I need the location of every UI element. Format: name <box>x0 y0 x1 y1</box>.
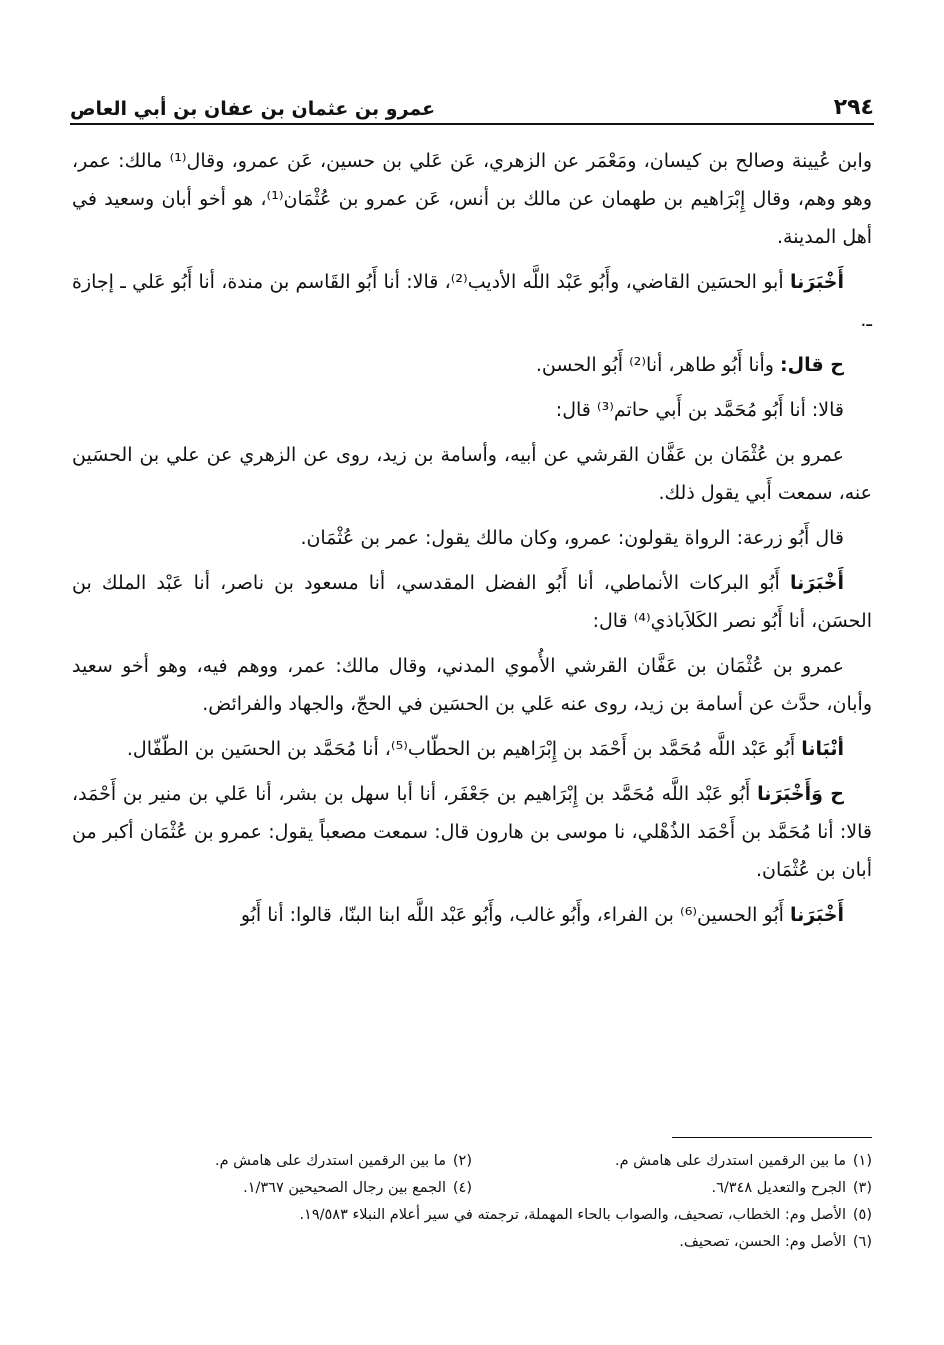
main-text <box>72 142 872 941</box>
paragraph: قالا: أنا أَبُو مُحَمَّد بن أَبي حاتم⁽³⁾ قال: <box>555 399 844 421</box>
paragraph: ح قال: وأنا أَبُو طاهر، أنا⁽²⁾ أَبُو الحسن. <box>535 354 844 376</box>
footnote-row <box>72 1148 872 1175</box>
footnotes <box>72 1148 872 1256</box>
footnote-row <box>72 1202 872 1229</box>
paragraph: وابن عُيينة وصالح بن كيسان، ومَعْمَر عن الزهري، عَن عَلي بن حسين، عَن عمرو، وقال⁽¹⁾ مالك: عمر، وهو وهم، وقال إِبْرَاهيم بن طهمان عن مالك بن أنس، عَن عمرو بن عُثْمَان⁽¹⁾، هو أخو أبان وسعيد في أهل المدينة. <box>72 150 873 248</box>
footnote: (٢)ما بين الرقمين استدرك على هامش م. <box>214 1153 472 1169</box>
paragraph: أَخْبَرَنا أَبُو الحسين⁽⁶⁾ بن الفراء، وأَبُو غالب، وأَبُو عَبْد اللَّه ابنا البنّا، قالوا: أنا أَبُو <box>240 904 844 926</box>
footnote: (٤)الجمع بين رجال الصحيحين ١/٣٦٧. <box>243 1180 472 1196</box>
paragraph: أنْبَانا أَبُو عَبْد اللَّه مُحَمَّد بن أَحْمَد بن إِبْرَاهيم بن الحطّاب⁽⁵⁾، أنا مُحَمَّد بن الحسَين بن الطّفّال. <box>126 738 844 760</box>
page-number: ٢٩٤ <box>833 95 874 120</box>
footnote-rule <box>672 1137 872 1138</box>
footnote: (٦)الأصل وم: الحسن، تصحيف. <box>679 1234 872 1250</box>
paragraph: قال أَبُو زرعة: الرواة يقولون: عمرو، وكان مالك يقول: عمر بن عُثْمَان. <box>300 527 844 549</box>
paragraph: أَخْبَرَنا أبو الحسَين القاضي، وأَبُو عَبْد اللَّه الأديب⁽²⁾، قالا: أنا أَبُو القَاسم بن مندة، أنا أَبُو عَلي ـ إجازة ـ. <box>72 271 872 331</box>
header-rule <box>70 123 874 125</box>
footnote-row <box>72 1175 872 1202</box>
paragraph: عمرو بن عُثْمَان بن عَفَّان القرشي عن أبيه، وأسامة بن زيد، روى عن الزهري عن علي بن الحسَين عنه، سمعت أَبي يقول ذلك. <box>72 444 872 504</box>
footnote-row <box>72 1229 872 1256</box>
footnote: (٥)الأصل وم: الخطاب، تصحيف، والصواب بالحاء المهملة، ترجمته في سير أعلام النبلاء ١٩/٥٨٣. <box>299 1207 872 1223</box>
paragraph: أَخْبَرَنا أَبُو البركات الأنماطي، أنا أَبُو الفضل المقدسي، أنا مسعود بن ناصر، أنا عَبْد الملك بن الحسَن، أنا أَبُو نصر الكَلاَباذي⁽⁴⁾ قال: <box>72 572 872 632</box>
paragraph: ح وَأَخْبَرَنا أَبُو عَبْد اللَّه مُحَمَّد بن إِبْرَاهيم بن جَعْفَر، أنا أبا سهل بن بشر، أنا عَلي بن منير بن أَحْمَد، قالا: أنا مُحَمَّد بن أَحْمَد الذُهْلي، نا موسى بن هارون قال: سمعت مصعباً يقول: عمرو بن عُثْمَان أكبر من أبان بن عُثْمَان. <box>72 783 872 881</box>
footnote: (١)ما بين الرقمين استدرك على هامش م. <box>614 1153 872 1169</box>
running-title: عمرو بن عثمان بن عفان بن أبي العاص <box>70 98 436 120</box>
page-header <box>70 80 874 120</box>
paragraph: عمرو بن عُثْمَان بن عَفَّان القرشي الأُموي المدني، وقال مالك: عمر، ووهم فيه، وهو أخو سعيد وأبان، حدَّث عن أسامة بن زيد، روى عنه عَلي بن الحسَين في الحجّ، والجهاد والفرائض. <box>72 655 872 715</box>
footnote: (٣)الجرح والتعديل ٦/٣٤٨. <box>711 1180 872 1196</box>
